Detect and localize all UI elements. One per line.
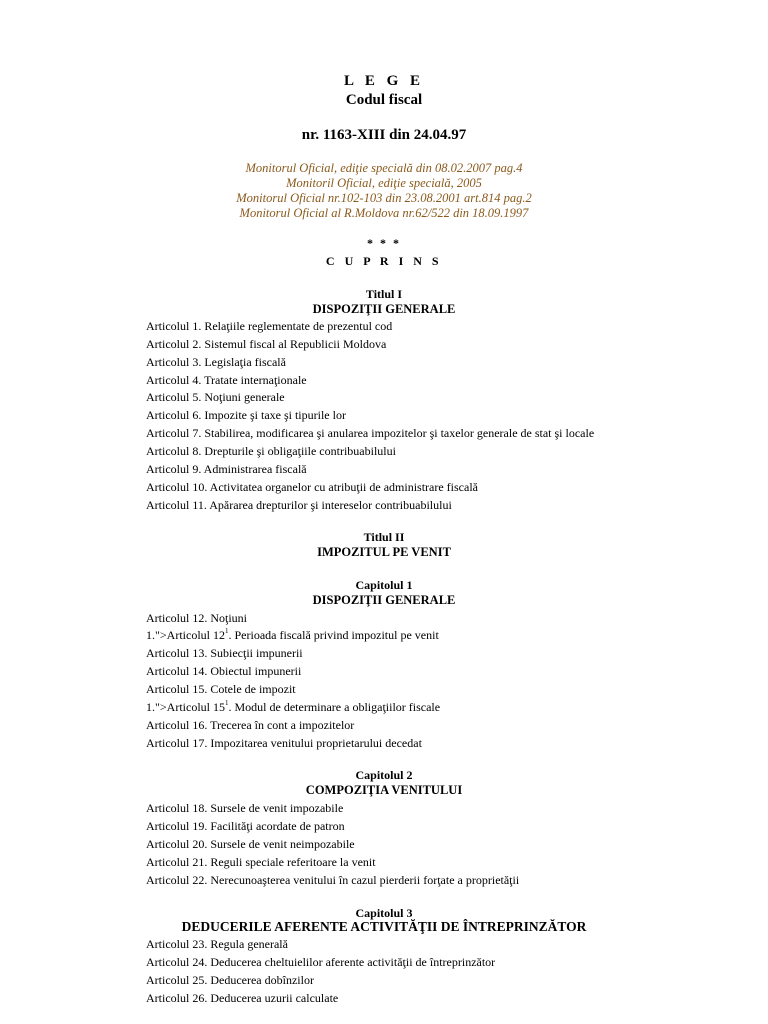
article-link[interactable]: Articolul 10. Activitatea organelor cu atribuţii de administrare fiscală — [146, 480, 478, 494]
article-link[interactable]: Articolul 16. Trecerea în cont a impozitelor — [146, 718, 355, 732]
separator-stars: * * * — [367, 236, 401, 250]
article-prefix: 1.">Articolul 12 — [146, 628, 225, 642]
chapter-2-label: Capitolul 2 — [355, 768, 413, 782]
chapter-1-label: Capitolul 1 — [355, 578, 413, 592]
article-link[interactable]: Articolul 21. Reguli speciale referitoare la venit — [146, 855, 376, 869]
article-prefix: 1.">Articolul 15 — [146, 700, 225, 714]
article-link[interactable]: Articolul 12. Noţiuni — [146, 611, 247, 625]
article-link[interactable] — [146, 628, 439, 643]
article-link[interactable]: Articolul 11. Apărarea drepturilor şi intereselor contribuabilului — [146, 498, 452, 512]
chapter-3-label: Capitolul 3 — [355, 906, 413, 920]
title-1-heading: DISPOZIŢII GENERALE — [312, 302, 456, 316]
title-2-heading: IMPOZITUL PE VENIT — [317, 545, 451, 559]
article-link[interactable]: Articolul 18. Sursele de venit impozabile — [146, 801, 344, 815]
article-link[interactable]: Articolul 26. Deducerea uzurii calculate — [146, 991, 339, 1005]
article-link[interactable]: Articolul 3. Legislaţia fiscală — [146, 355, 286, 369]
article-link[interactable]: Articolul 9. Administrarea fiscală — [146, 462, 307, 476]
article-link[interactable]: Articolul 8. Drepturile şi obligaţiile contribuabilului — [146, 444, 396, 458]
article-link[interactable]: Articolul 7. Stabilirea, modificarea şi anularea impozitelor şi taxelor generale de stat şi locale — [146, 426, 595, 440]
article-link[interactable]: Articolul 14. Obiectul impunerii — [146, 664, 302, 678]
contents-heading: C U P R I N S — [325, 254, 443, 268]
law-number: nr. 1163-XIII din 24.04.97 — [301, 127, 467, 143]
monitor-reference: Monitorul Oficial, ediţie specială din 08.02.2007 pag.4 — [245, 161, 523, 175]
article-link[interactable]: Articolul 2. Sistemul fiscal al Republicii Moldova — [146, 337, 387, 351]
article-link[interactable]: Articolul 20. Sursele de venit neimpozabile — [146, 837, 355, 851]
monitor-reference: Monitoril Oficial, ediţie specială, 2005 — [286, 176, 482, 190]
superscript: 1 — [225, 699, 229, 707]
article-link[interactable]: Articolul 1. Relaţiile reglementate de prezentul cod — [146, 319, 393, 333]
article-link[interactable]: Articolul 19. Facilităţi acordate de patron — [146, 819, 345, 833]
article-link[interactable]: Articolul 17. Impozitarea venitului proprietarului decedat — [146, 736, 422, 750]
article-link[interactable]: Articolul 25. Deducerea dobînzilor — [146, 973, 314, 987]
article-suffix: . Perioada fiscală privind impozitul pe venit — [228, 628, 439, 642]
law-title: L E G E — [343, 73, 425, 89]
article-link[interactable]: Articolul 15. Cotele de impozit — [146, 682, 296, 696]
article-suffix: . Modul de determinare a obligaţiilor fiscale — [228, 700, 441, 714]
chapter-2-heading: COMPOZIŢIA VENITULUI — [305, 783, 463, 797]
article-link[interactable]: Articolul 4. Tratate internaţionale — [146, 373, 307, 387]
article-link[interactable]: Articolul 13. Subiecţii impunerii — [146, 646, 303, 660]
law-subtitle: Codul fiscal — [345, 92, 423, 108]
article-link[interactable]: Articolul 24. Deducerea cheltuielilor aferente activităţii de întreprinzător — [146, 955, 496, 969]
article-link[interactable]: Articolul 22. Nerecunoaşterea venitului în cazul pierderii forţate a proprietăţii — [146, 873, 520, 887]
monitor-reference: Monitorul Oficial nr.102-103 din 23.08.2001 art.814 pag.2 — [236, 191, 532, 205]
chapter-1-heading: DISPOZIŢII GENERALE — [312, 593, 456, 607]
article-link[interactable]: Articolul 6. Impozite şi taxe şi tipurile lor — [146, 408, 346, 422]
superscript: 1 — [225, 627, 229, 635]
article-link[interactable]: Articolul 23. Regula generală — [146, 937, 288, 951]
article-link[interactable] — [146, 700, 440, 715]
chapter-3-heading: DEDUCERILE AFERENTE ACTIVITĂŢII DE ÎNTREPRINZĂTOR — [181, 919, 587, 934]
title-1-label: Titlul I — [365, 287, 403, 301]
article-link[interactable]: Articolul 5. Noţiuni generale — [146, 390, 285, 404]
title-2-label: Titlul II — [363, 530, 405, 544]
monitor-reference: Monitorul Oficial al R.Moldova nr.62/522 din 18.09.1997 — [239, 206, 529, 220]
